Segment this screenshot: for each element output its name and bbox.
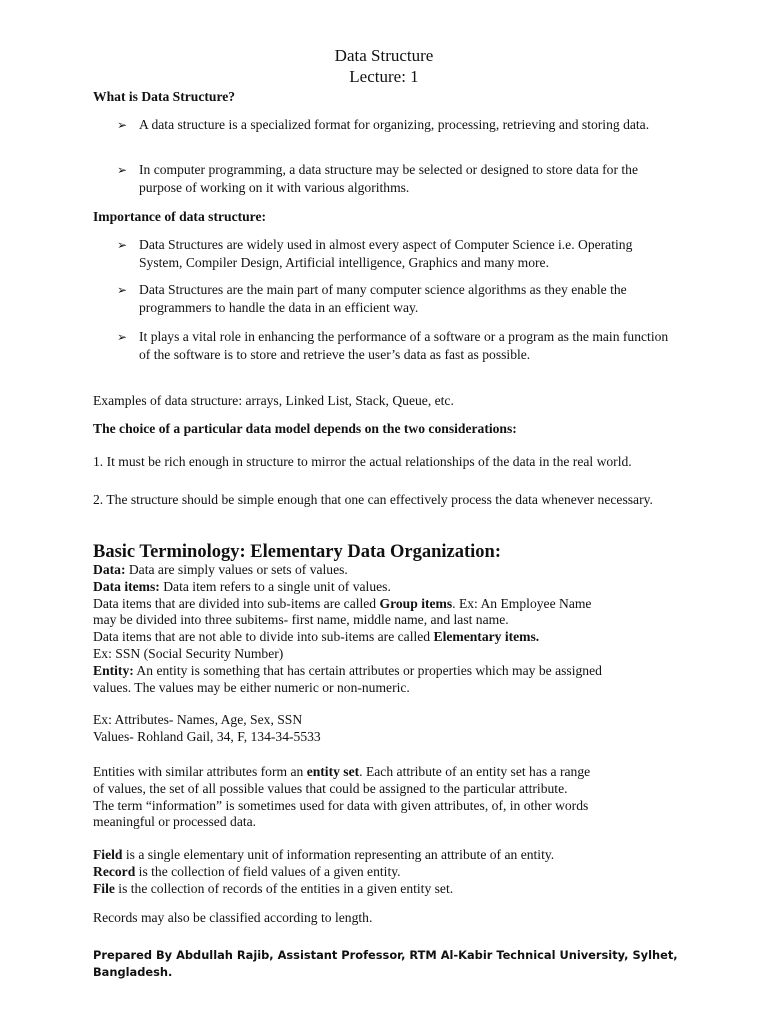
footer-line: Prepared By Abdullah Rajib, Assistant Professor, RTM Al-Kabir Technical University, Sylhet, <box>93 948 678 962</box>
record-definition: Record is the collection of field values of a given entity. <box>93 863 401 879</box>
values-example: Values- Rohland Gail, 34, F, 134-34-5533 <box>93 728 321 744</box>
data-items-definition: Data items: Data item refers to a single unit of values. <box>93 578 391 594</box>
file-definition: File is the collection of records of the entities in a given entity set. <box>93 880 454 896</box>
bullet-text: A data structure is a specialized format for organizing, processing, retrieving and storing data. <box>139 117 650 132</box>
entity-set-block <box>93 764 678 831</box>
arrow-bullet-icon: ➢ <box>117 118 128 132</box>
ssn-example: Ex: SSN (Social Security Number) <box>93 645 284 661</box>
terminology-heading: Basic Terminology: Elementary Data Organization: <box>93 542 501 562</box>
entity-definition: Entity: An entity is something that has certain attributes or properties which may be assigned <box>93 662 602 678</box>
entity-set-definition: Entities with similar attributes form an entity set. Each attribute of an entity set has a range <box>93 764 591 779</box>
records-length-note: Records may also be classified according to length. <box>93 910 373 925</box>
footer-credit <box>93 947 693 981</box>
group-items-definition: Data items that are divided into sub-items are called Group items. Ex: An Employee Name <box>93 595 592 611</box>
arrow-bullet-icon: ➢ <box>117 283 128 297</box>
lecture-number: Lecture: 1 <box>349 67 419 86</box>
entity-definition-cont: values. The values may be either numeric or non-numeric. <box>93 679 410 695</box>
attributes-block <box>93 712 678 746</box>
data-definition: Data: Data are simply values or sets of values. <box>93 562 348 577</box>
choice-heading: The choice of a particular data model depends on the two considerations: <box>93 421 517 436</box>
section-heading-what-is: What is Data Structure? <box>93 89 236 104</box>
terminology-block <box>93 562 678 696</box>
field-definition: Field is a single elementary unit of information representing an attribute of an entity. <box>93 847 555 862</box>
consideration-item: 2. The structure should be simple enough that one can effectively process the data whenever necessary. <box>93 492 653 507</box>
entity-set-definition-cont: of values, the set of all possible values that could be assigned to the particular attribute. <box>93 780 568 796</box>
bullet-item <box>117 328 677 364</box>
bullet-item <box>117 281 677 317</box>
section-heading-importance: Importance of data structure: <box>93 209 267 224</box>
arrow-bullet-icon: ➢ <box>117 330 128 344</box>
document-title: Data Structure <box>334 46 434 65</box>
bullet-item <box>117 116 677 134</box>
examples-text: Examples of data structure: arrays, Linked List, Stack, Queue, etc. <box>93 393 454 408</box>
group-items-example: may be divided into three subitems- first name, middle name, and last name. <box>93 612 509 628</box>
bullet-text: Data Structures are the main part of many computer science algorithms as they enable the programmers to handle the data in an efficient way. <box>139 282 627 315</box>
information-definition-cont: meaningful or processed data. <box>93 814 257 830</box>
information-definition: The term “information” is sometimes used for data with given attributes, of, in other words <box>93 797 589 813</box>
arrow-bullet-icon: ➢ <box>117 163 128 177</box>
bullet-text: It plays a vital role in enhancing the performance of a software or a program as the main function of the software is to store and retrieve the user’s data as fast as possible. <box>139 329 669 362</box>
attributes-example: Ex: Attributes- Names, Age, Sex, SSN <box>93 712 303 727</box>
bullet-item <box>117 161 677 197</box>
field-record-file-block <box>93 847 678 897</box>
bullet-text: In computer programming, a data structure may be selected or designed to store data for the purpose of working on it with various algorithms. <box>139 162 639 195</box>
bullet-text: Data Structures are widely used in almost every aspect of Computer Science i.e. Operating System, Compiler Design, Artificial intelligence, Graphics and many more. <box>139 237 633 270</box>
consideration-item: 1. It must be rich enough in structure to mirror the actual relationships of the data in the real world. <box>93 454 632 469</box>
elementary-items-definition: Data items that are not able to divide into sub-items are called Elementary items. <box>93 629 540 645</box>
footer-line: Bangladesh. <box>93 965 173 979</box>
arrow-bullet-icon: ➢ <box>117 238 128 252</box>
bullet-item <box>117 236 677 272</box>
